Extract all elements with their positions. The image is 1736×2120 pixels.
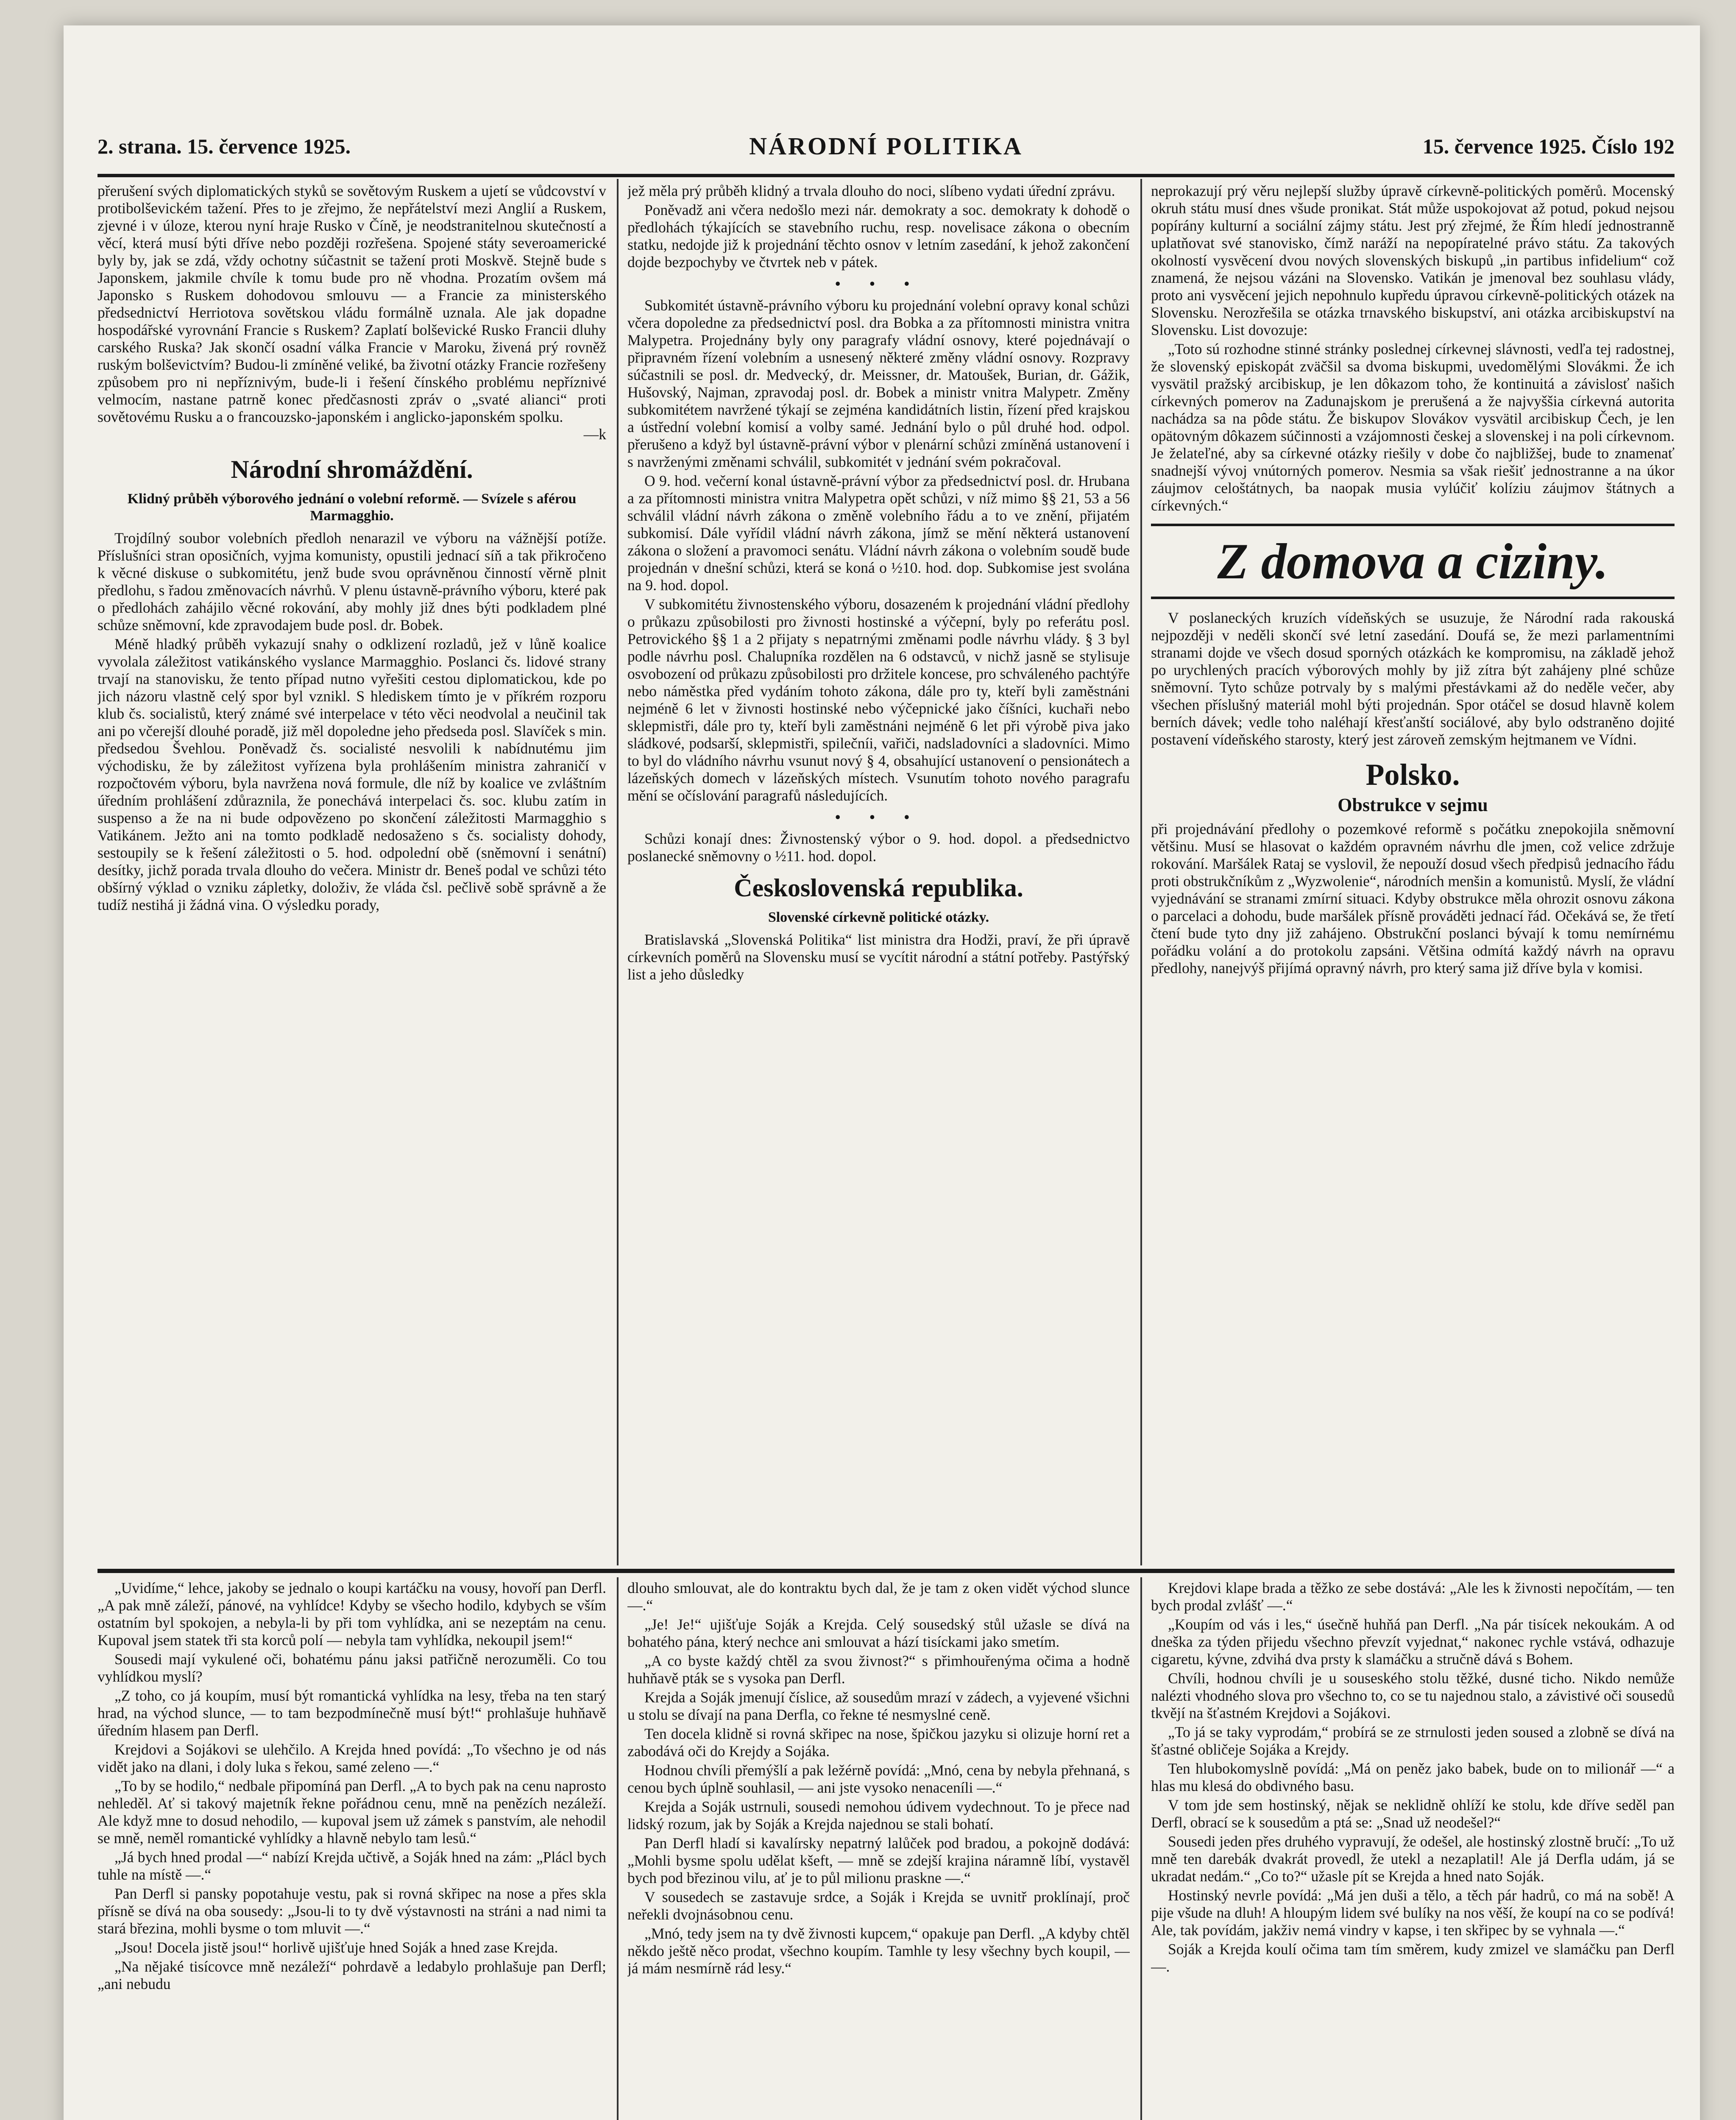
article-intro-continuation: přerušení svých diplomatických styků se sovětovým Ruskem a ujetí se vůdcovství v protibolševickém tažení. Přes to je zřejmo, že nepřátelství mezi Anglií a Ruskem, zjevné i v úloze, kterou nyní hraje Rusko v Číně, je neodstranitelnou skutečností a věcí, která musí býti dříve nebo později rozřešena. Spojené státy severoamerické byly by, jak se zdá, vždy ochotny súčastnit se tažení proti Moskvě. Stejně bude s Japonskem, jakmile chvíle k tomu bude pro ně vhodna. Prozatím ovšem má Japonsko s Ruskem dohodovou smlouvu — a Francie za ministerského předsednictví Herriotova sovětskou vládu formálně uznala. Ale jak dopadne hospodářské vyrovnání Francie s Ruskem? Zaplatí bolševické Rusko Francii dluhy carského Ruska? Jak skončí osadní válka Francie v Maroku, živená prý rovněž ruským bolševictvím? Budou-li zmíněné veliké, ba životní otázky Francie rozřešeny způsobem pro ni nepříznivým, bude-li i řešení čínského problému nepříznivé velmocím, nastane patrně konec předčasnosti zpráv o „svaté alianci“ proti sovětovému Rusku a o francouzsko-japonském i anglicko-japonském spolku. (98, 182, 606, 425)
separator-dots: • • • (835, 275, 922, 292)
feuilleton-column-3 (1151, 1579, 1675, 2120)
feuilleton-paragraph: Sousedi jeden přes druhého vypravují, že odešel, ale hostinský zlostně bručí: „To už mně ten darebák dvakrát provedl, že utekl a nezaplatil! Ale já Derfla udám, já se ukradat nedám.“ „Co to?“ užasle pít se Krejda a hned nato Soják. (1151, 1833, 1675, 1885)
article-paragraph: jež měla prý průběh klidný a trvala dlouho do noci, slíbeno vydati úřední zprávu. (627, 182, 1115, 199)
column-divider (617, 179, 619, 1565)
feuilleton-paragraph: Krejdovi a Sojákovi se ulehčilo. A Krejda hned povídá: „To všechno je od nás vidět jako na dlani, i doly luka s řekou, samé zeleno —.“ (98, 1741, 606, 1775)
feuilleton-paragraph: „Koupím od vás i les,“ úsečně huhňá pan Derfl. „Na pár tisícek nekoukám. A od dneška za týden přijedu všechno převzít vyjednat,“ nakonec rychle vstává, odhazuje cigaretu, kývne, zdvihá dva prsty k slamáčku a stručně dává s Bohem. (1151, 1616, 1675, 1668)
feuilleton-paragraph: dlouho smlouvat, ale do kontraktu bych dal, že je tam z oken vidět východ slunce —.“ (627, 1579, 1130, 1614)
article-paragraph: neprokazují prý věru nejlepší služby úpravě církevně-politických poměrů. Mocenský okruh státu musí dnes všude pronikat. Stát může uspokojovat až potud, pokud nejsou popírány kulturní a sociální zájmy státu. Jest prý zřejmé, že Řím hledí jednostranně uplatňovat své stanovisko, čímž naráží na nepopíratelné právo státu. Za takových okolností vysvěcení dvou nových slovenských biskupů „in partibus infidelium“ což znamená, že nejsou vázáni na Slovensko. Vatikán je jmenoval bez souhlasu vlády, proto ani vysvěcení jejich nepohnulo kupředu úpravou církevně-politických otázek na Slovensku. Nerozřešila se otázka trnavského biskupství, ani otázka arcibiskupství na Slovensku. List dovozuje: (1151, 182, 1675, 338)
article-paragraph: Subkomitét ústavně-právního výboru ku projednání volební opravy konal schůzi včera dopoledne za předsednictví posl. dra Bobka a za přítomnosti ministra vnitra Malypetra. Projednány byly ony paragrafy vládní osnovy, které pojednávají o připravném řízení volebním a usnesený některé změny vládní osnovy. Rozpravy súčastnili se posl. dr. Medvecký, dr. Meissner, dr. Matoušek, Burian, dr. Gážik, Hušovský, Najman, zpravodaj posl. dr. Bobek a ministr vnitra Malypetr. Změny subkomitétem navržené týkají se zejména kandidátních listin, řízení před krajskou a ústřední volební komisí a volby samé. Jednání bylo o půl druhé hod. odpol. přerušeno a když byl ústavně-právní výbor v plenární schůzi zmíněná ustanovení i s navrženými změnami schválil, subkomitét v jednání svém pokračoval. (627, 297, 1130, 470)
column-divider (1140, 1577, 1142, 2120)
article-paragraph: Schůzi konají dnes: Živnostenský výbor o 9. hod. dopol. a předsednictvo poslanecké sněmovny o ½11. hod. dopol. (627, 830, 1130, 865)
feuilleton-paragraph: Krejdovi klape brada a těžko ze sebe dostává: „Ale les k živnosti nepočítám, — ten bych prodal zvlášť —.“ (1151, 1579, 1675, 1614)
feuilleton-paragraph: Krejda a Soják ustrnuli, sousedi nemohou údivem vydechnout. To je přece nad lidský rozum, jak by Soják a Krejda najednou se stali bohatí. (627, 1798, 1130, 1833)
masthead-issue: 15. července 1925. Číslo 192 (1422, 134, 1675, 158)
section-heading-czechoslovakia: Československá republika. (734, 874, 1023, 902)
section-box-home-abroad: Z domova a ciziny. (1151, 524, 1675, 599)
feuilleton-paragraph: Hostinský nevrle povídá: „Má jen duši a tělo, a těch pár hadrů, co má na sobě! A pije všude na dluh! A hloupým lidem své bulíky na nos věší, že koupí na co se podívá! Ale, tak povídám, jakživ nemá vindry v kapse, i ten skřipec by se vyhnala —.“ (1151, 1887, 1675, 1939)
feuilleton-rule (98, 1569, 1675, 1573)
feuilleton-paragraph: „To by se hodilo,“ nedbale připomíná pan Derfl. „A to bych pak na cenu naprosto nehleděl. Ať si takový majetník řekne pořádnou cenu, mně na penězích nezáleží. Ale když mne to dosud nehodilo, — kupoval jsem už zámek s panstvím, ale nehodil se mně, neměl romantické vyhlídky a hlavně nebylo tam lesů.“ (98, 1777, 606, 1847)
article-subheading: Slovenské církevně politické otázky. (768, 909, 989, 925)
article-quote: „Toto sú rozhodne stinné stránky poslednej církevnej slávnosti, vedľa tej radostnej, že slovenský episkopát zväčšil sa dvoma biskupmi, uvedomělými Slovákmi. Že ich vysvätil pražský arcibiskup, je len dôkazom toho, že kontinuitá a závislosť našich církevných pomerov na Zadunajskom je prerušená a že najvyššia církevná autorita nachádza sa na pôde státu. Že biskupov Slovákov vysvätil arcibiskup Čech, je len opätovným dôkazem súčinnosti a vzájomnosti českej a slovenskej i na poli církevnom. Je želateľné, aby sa církevné otázky riešily v dobe čo najbližšej, bude to znamenať snadnejší vývoj vnútorných pomerov. Nesmia sa však riešiť jednostranne a na úkor záujmov celoštátnych, ba naopak musia vylúčiť kolíziu záujmov štátnych a církevných.“ (1151, 340, 1675, 514)
feuilleton-paragraph: „A co byste každý chtěl za svou živnost?“ s přimhouřenýma očima a hodně huhňavě pták se s vysoka pan Derfl. (627, 1652, 1130, 1687)
article-paragraph: Méně hladký průběh vykazují snahy o odklizení rozladů, jež v lůně koalice vyvolala záležitost vatikánského vyslance Marmagghio. Poslanci čs. lidové strany trvají na stanovisku, že tento případ nutno vyřešiti cestou diplomatickou, kde po jich názoru vlastně celý spor byl vznikl. S hlediskem tímto je v příkrém rozporu klub čs. socialistů, který známé své interpelace v této věci neodvolal a neučinil tak ani po včerejší dlouhé poradě, již měl dopoledne jeho předseda posl. Slavíček s min. předsedou Švehlou. Poněvadž čs. socialisté nesvolili k nabídnutému jim východisku, že by záležitost vyřízena byla prohlášením ministra zahraničí v rozpočtovém výboru, byla navržena nová formule, dle níž by koalice ve zvláštním úředním prohlášení zdůraznila, že ponechává interpelaci čs. soc. klubu zatím in suspenso a že na ni bude odpovězeno po skončení záležitosti Marmagghio s Vatikánem. Ježto ani na tomto podkladě nedosaženo s čs. socialisty dohody, sestoupily se k řešení záležitosti o 5. hod. odpolední obě (sněmovní i senátní) desítky, jichž porada trvala dlouho do večera. Ministr dr. Beneš podal ve schůzi této obšírný výklad o vzniku zápletky, doloživ, že vláda čsl. pečlivě sobě správně a že tudíž nestihá ji žádná vina. O výsledku porady, (98, 636, 606, 913)
article-subheading: Klidný průběh výborového jednání o volební reformě. — Svízele s aférou Marmagghio. (127, 491, 577, 524)
feuilleton-paragraph: Chvíli, hodnou chvíli je u souseského stolu těžké, dusné ticho. Nikdo nemůže nalézti vhodného slova pro všechno to, co se tu najednou stalo, a závistivé oči sousedů tkvějí na šťastném Krejdovi a Sojákovi. (1151, 1670, 1675, 1721)
feuilleton-paragraph: Hodnou chvíli přemýšlí a pak ležérně povídá: „Mnó, cena by nebyla přehnaná, s cenou bych úplně souhlasil, — ani jste vysoko nenaceníli —.“ (627, 1762, 1130, 1796)
feuilleton-paragraph: Pan Derfl si pansky popotahuje vestu, pak si rovná skřipec na nose a přes skla přísně se dívá na oba sousedy: „Jsou-li to ty dvě výstavnosti na stráni a nad nimi ta stará březina, mohli bysme o tom mluvit —.“ (98, 1885, 606, 1937)
feuilleton-paragraph: Ten docela klidně si rovná skřipec na nose, špičkou jazyku si olizuje horní ret a zabodává oči do Krejdy a Sojáka. (627, 1725, 1130, 1760)
feuilleton-paragraph: „Já bych hned prodal —“ nabízí Krejda učtivě, a Soják hned na zám: „Plácl bych tuhle na místě —.“ (98, 1849, 606, 1883)
article-signature: —k (583, 426, 606, 443)
feuilleton-paragraph: Pan Derfl hladí si kavalírsky nepatrný lalůček pod bradou, a pokojně dodává: „Mohli bysme spolu udělat kšeft, — mně se zdejší krajina náramně líbí, vystavěl bych pod březinou vilu, ať je to půl milionu praskne —.“ (627, 1835, 1130, 1886)
article-paragraph: Trojdílný soubor volebních předloh nenarazil ve výboru na vážnější potíže. Příslušníci stran oposičních, vyjma komunisty, opustili jednací síň a tak přikročeno k věcné diskuse o subkomitétu, jenž bude svou oprávněnou činností věrně plnit předlohu, s řadou změnovacích návrhů. V plenu ústavně-právního výboru, které pak o předlohách zahájilo věcné rokování, aby mohly již dnes býti podkladem plné schůze sněmovní, kde zpravodajem bude posl. dr. Bobek. (98, 530, 606, 633)
feuilleton-paragraph: „Z toho, co já koupím, musí být romantická vyhlídka na lesy, třeba na ten starý hrad, na východ slunce, — to tam bezpodmínečně musí být!“ prohlašuje huhňavě úředním hlasem pan Derfl. (98, 1687, 606, 1739)
masthead (98, 123, 1675, 170)
masthead-page-date: 2. strana. 15. července 1925. (98, 134, 351, 158)
feuilleton-paragraph: Sousedi mají vykulené oči, bohatému pánu jaksi patřičně nerozuměli. Co tou vyhlídkou myslí? (98, 1651, 606, 1685)
column-2 (627, 182, 1130, 1565)
separator-dots: • • • (835, 809, 922, 826)
feuilleton-column-1 (98, 1579, 606, 2120)
article-paragraph: V poslaneckých kruzích vídeňských se usuzuje, že Národní rada rakouská nejpozději v neděli skončí své letní zasedání. Doufá se, že mezi parlamentními stranami dojde ve všech dosud sporných otázkách ke kompromisu, na základě jehož po urychlených pracích výborových mohly by již zítra být zahájeny plné schůze sněmovní. Tyto schůze potrvaly by s malými přestávkami až do neděle večer, aby všechen příslušný materiál mohl býti projednán. Spor otáčel se dosud hlavně kolem berních dávek; vedle toho naléhají křesťanští sociálové, aby bylo odstraněno dojité postavení vídeňského starosty, který jest zároveň zemským hejtmanem ve Vídni. (1151, 609, 1675, 748)
masthead-rule (98, 174, 1675, 177)
article-paragraph: O 9. hod. večerní konal ústavně-právní výbor za předsednictví posl. dr. Hrubana a za přítomnosti ministra vnitra Malypetra opět schůzi, v níž mimo §§ 21, 53 a 56 schválil vládní návrh zákona o změně volebního řádu a to ve znění, přijatém subkomisí. Dále vyřídil vládní návrh zákona, jímž se mění některá ustanovení zákona o složení a pravomoci senátu. Vládní návrh zákona o volebním soudě bude projednán v dnešní schůzi, která se koná o ½10. hod. dop. Subkomise jest svolána na 9. hod. dopol. (627, 472, 1130, 594)
column-1 (98, 182, 606, 1565)
article-paragraph: Bratislavská „Slovenská Politika“ list ministra dra Hodži, praví, že při úpravě církevních poměrů na Slovensku musí se vycítit národní a státní potřeby. Pastýřský list a jeho důsledky (627, 931, 1130, 983)
column-3 (1151, 182, 1675, 1565)
feuilleton-paragraph: „Na nějaké tisícovce mně nezáleží“ pohrdavě a ledabylo prohlašuje pan Derfl; „ani nebudu (98, 1958, 606, 1992)
masthead-title: NÁRODNÍ POLITIKA (749, 132, 1023, 160)
section-heading-poland: Polsko. (1365, 758, 1460, 792)
article-subheading: Obstrukce v sejmu (1338, 795, 1488, 815)
feuilleton-paragraph: V tom jde sem hostinský, nějak se neklidně ohlíží ke stolu, kde dříve seděl pan Derfl, obrací se k sousedům a ptá se: „Snad už neodešel?“ (1151, 1796, 1675, 1831)
feuilleton-paragraph: V sousedech se zastavuje srdce, a Soják i Krejda se uvnitř proklínají, proč neřekli dvojnásobnou cenu. (627, 1888, 1130, 1923)
article-paragraph: V subkomitétu živnostenského výboru, dosazeném k projednání vládní předlohy o průkazu způsobilosti pro živnosti hostinské a výčepní, byly po referátu posl. Petrovického §§ 1 a 2 přijaty s nepatrnými změnami podle návrhu vlády. § 3 byl podle návrhu posl. Chalupníka rozdělen na 6 odstavců, v nichž jasně se stylisuje osvobození od průkazu způsobilosti pro držitele koncese, pro schváleného pachtýře nebo náměstka před vydáním tohoto zákona, dále pro ty, kteří byli zaměstnáni nejméně 6 let v živnosti hostinské nebo výčepnické jako číšníci, kuchaři nebo sklepmistři, dále pro ty, kteří byli zaměstnáni nejméně 6 let při výrobě piva jako sládkové, podsarší, sklepmistři, spilečníi, vařiči, nadsladovníci a sladovníci. Mimo to byl do vládního návrhu vsunut nový § 4, obsahující ustanovení o pensionátech a lázeňských domech v lázeňských místech. Vsunutím tohoto nového paragrafu mění se očíslování paragrafů následujících. (627, 596, 1130, 804)
feuilleton-paragraph: „Je! Je!“ ujišťuje Soják a Krejda. Celý sousedský stůl užasle se dívá na bohatého pána, který nechce ani smlouvat a hází tisíckami jako smetím. (627, 1616, 1130, 1650)
feuilleton-paragraph: Soják a Krejda koulí očima tam tím směrem, kudy zmizel ve slamáčku pan Derfl —. (1151, 1941, 1675, 1975)
feuilleton-paragraph: „To já se taky vyprodám,“ probírá se ze strnulosti jeden soused a zlobně se dívá na šťastné obličeje Sojáka a Krejdy. (1151, 1724, 1675, 1758)
feuilleton-paragraph: „Mnó, tedy jsem na ty dvě živnosti kupcem,“ opakuje pan Derfl. „A kdyby chtěl někdo ještě něco prodat, všechno koupím. Tamhle ty lesy všechny bych koupil, — já mám nesmírně rád lesy.“ (627, 1925, 1130, 1977)
newspaper-page (64, 25, 1700, 2120)
feuilleton-column-2 (627, 1579, 1130, 2120)
section-heading-parliament: Národní shromáždění. (231, 455, 473, 483)
feuilleton-paragraph: Ten hlubokomyslně povídá: „Má on peněz jako babek, bude on to milionář —“ a hlas mu klesá do obdivného basu. (1151, 1760, 1675, 1794)
article-paragraph: při projednávání předlohy o pozemkové reformě s počátku znepokojila sněmovní většinu. Musí se hlasovat o každém opravném návrhu dle jmen, což velice zdržuje rokování. Maršálek Rataj se vyslovil, že nepouží dosud všech předpisů jednacího řádu proti obstrukčníkům z „Wyzwolenie“, národních menšin a komunistů. Myslí, že vládní vyjednávání se stranami zmírní situaci. Kdyby obstrukce měla ohrozit osnovu zákona o parcelaci a dohodu, bude maršálek přísně prováděti jednací řád. Očekává se, že třetí čtení bude tyto dny již zahájeno. Obstrukční poslanci bývají k tomu nemírnému pořádku volání a do protokolu zapsáni. Většina odmítá každý návrh na opravu předlohy, nanejvýš přijímá opravný návrh, pro který sama již dříve byla v komisi. (1151, 820, 1675, 976)
column-divider (1140, 179, 1142, 1565)
column-divider (617, 1577, 619, 2120)
feuilleton-paragraph: Krejda a Soják jmenují číslice, až sousedům mrazí v zádech, a vyjevené všichni u stolu se dívají na pana Derfla, co řekne té nesmyslné ceně. (627, 1689, 1130, 1723)
feuilleton-paragraph: „Uvidíme,“ lehce, jakoby se jednalo o koupi kartáčku na vousy, hovoří pan Derfl. „A pak mně záleží, pánové, na vyhlídce! Kdyby se všecho hodilo, kdybych se vším ostatním byl spokojen, a nebyla-li by při tom vyhlídka, ani se nezeptám na cenu. Kupoval jsem statek tři sta korců polí — nebyla tam vyhlídka, nekoupil jsem!“ (98, 1579, 606, 1649)
feuilleton-paragraph: „Jsou! Docela jistě jsou!“ horlivě ujišťuje hned Soják a hned zase Krejda. (114, 1939, 558, 1956)
article-paragraph: Poněvadž ani včera nedošlo mezi nár. demokraty a soc. demokraty k dohodě o předlohách týkajících se stavebního ruchu, resp. novelisace zákona o obecním statku, nedojde již k projednání těchto osnov v letním zasedání, k jehož zakončení dojde bezpochyby ve čtvrtek neb v pátek. (627, 201, 1130, 271)
